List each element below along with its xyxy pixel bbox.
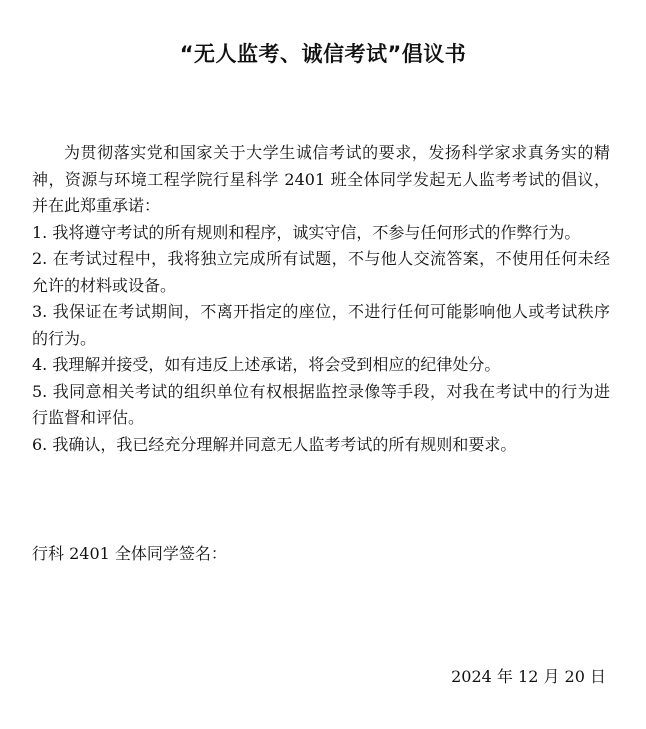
- pledge-item-5: 5. 我同意相关考试的组织单位有权根据监控录像等手段，对我在考试中的行为进行监督和评估。: [32, 381, 610, 427]
- pledge-item-3: 3. 我保证在考试期间，不离开指定的座位，不进行任何可能影响他人或考试秩序的行为。: [32, 302, 610, 348]
- intro-paragraph: 为贯彻落实党和国家关于大学生诚信考试的要求，发扬科学家求真务实的精神，资源与环境工程学院行星科学 2401 班全体同学发起无人监考考试的倡议，并在此郑重承诺：: [32, 143, 610, 215]
- document-body: [32, 140, 610, 458]
- pledge-item-6: 6. 我确认，我已经充分理解并同意无人监考考试的所有规则和要求。: [32, 434, 517, 454]
- pledge-item-1: 1. 我将遵守考试的所有规则和程序，诚实守信，不参与任何形式的作弊行为。: [32, 222, 581, 242]
- document-title: “无人监考、诚信考试”倡议书: [179, 42, 467, 66]
- document-date: 2024 年 12 月 20 日: [451, 667, 606, 686]
- signature-label: 行科 2401 全体同学签名：: [32, 544, 227, 563]
- pledge-item-2: 2. 在考试过程中，我将独立完成所有试题，不与他人交流答案，不使用任何未经允许的材料或设备。: [32, 249, 610, 295]
- pledge-item-4: 4. 我理解并接受，如有违反上述承诺，将会受到相应的纪律处分。: [32, 355, 501, 374]
